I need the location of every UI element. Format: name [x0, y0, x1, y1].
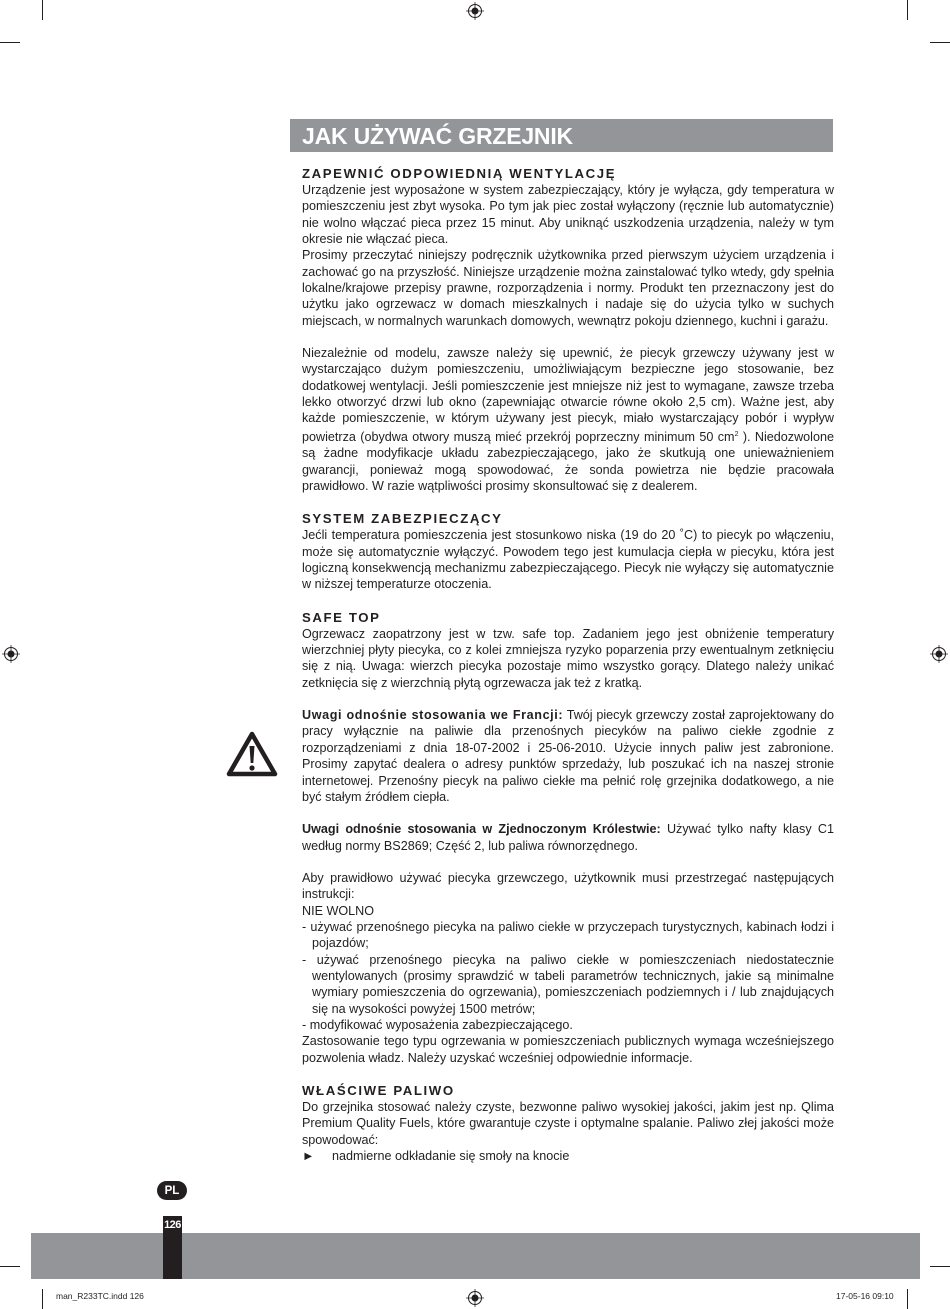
- crop-mark: [907, 0, 908, 20]
- registration-mark-icon: [930, 645, 948, 663]
- registration-mark-icon: [466, 2, 484, 20]
- uk-text: Używać tylko nafty klasy C1 według normy BS2869; Część 2, lub paliwa równorzędnego.: [302, 822, 834, 853]
- uk-lead: Uwagi odnośnie stosowania w Zjednoczonym Królestwie:: [302, 822, 661, 837]
- spacer: [302, 593, 834, 609]
- paragraph: Zastosowanie tego typu ogrzewania w pomieszczeniach publicznych wymaga wcześniejszego pozwolenia władz. Należy uzyskać wcześniej odpowiednie informacje.: [302, 1034, 834, 1065]
- spacer: [302, 854, 834, 870]
- spacer: [302, 329, 834, 345]
- paragraph: Prosimy przeczytać niniejszy podręcznik użytkownika przed pierwszym użyciem urządzenia i zachować go na przyszłość. Niniejsze urządzenie można zainstalować tylko wtedy, gdy spełnia lokalne/krajowe przepisy prawne, rozporządzenia i normy. Produkt ten przeznaczony jest do użytku jako ogrzewacz w domach mieszkalnych i nadaje się do użycia tylko w suchych miejscach, w normalnych warunkach domowych, wewnątrz pokoju dziennego, kuchni i garażu.: [302, 248, 834, 328]
- crop-mark: [42, 1289, 43, 1309]
- paragraph: Aby prawidłowo używać piecyka grzewczego, użytkownik musi przestrzegać następujących instrukcji:: [302, 870, 834, 902]
- arrow-bullet-icon: ►: [302, 1149, 315, 1164]
- spacer: [302, 1066, 834, 1082]
- main-content: [302, 165, 834, 1164]
- list-item: - modyfikować wyposażenia zabezpieczającego.: [302, 1017, 573, 1032]
- crop-mark: [930, 1266, 950, 1267]
- section-heading-safe-top: SAFE TOP: [302, 609, 381, 625]
- crop-mark: [930, 42, 950, 43]
- registration-mark-icon: [466, 1289, 484, 1307]
- crop-mark: [907, 1289, 908, 1309]
- france-lead: Uwagi odnośnie stosowania we Francji:: [302, 708, 564, 723]
- spacer: [302, 494, 834, 510]
- paragraph: Do grzejnika stosować należy czyste, bezwonne paliwo wysokiej jakości, jakim jest np. Qlima Premium Quality Fuels, które gwarantuje czyste i optymalne spalanie. Paliwo złej jakości może spowodować:: [302, 1100, 834, 1147]
- section-heading-ventilation: ZAPEWNIĆ ODPOWIEDNIĄ WENTYLACJĘ: [302, 166, 617, 181]
- section-heading-fuel: WŁAŚCIWE PALIWO: [302, 1083, 455, 1098]
- slug-file: man_R233TC.indd 126: [56, 1291, 144, 1301]
- section-heading-safety-system: SYSTEM ZABEZPIECZĄCY: [302, 511, 503, 527]
- paragraph-part: Niezależnie od modelu, zawsze należy się upewnić, że piecyk grzewczy używany jest w wystarczająco dużym pomieszczeniu, umożliwiającym bezpieczne jego stosowanie, bez dodatkowej wentylacji. Jeśli pomieszczenie jest mniejsze niż jest to wymagane, zawsze trzeba lekko otworzyć drzwi lub okno (zapewniając otwarcie równe około 2,5 cm). Ważne jest, aby każde pomieszczenie, w którym używany jest piecyk, miało wystarczający pobór i wypływ powietrza (obydwa otwory muszą mieć przekrój poprzeczny minimum 50 cm: [302, 346, 834, 444]
- list-item: - używać przenośnego piecyka na paliwo ciekłe w przyczepach turystycznych, kabinach łodzi i pojazdów;: [302, 919, 834, 951]
- page-title: JAK UŻYWAĆ GRZEJNIK: [290, 119, 833, 152]
- spacer: [302, 691, 834, 707]
- paragraph-uk: [302, 821, 834, 854]
- superscript: 2: [734, 430, 739, 438]
- paragraph-part: ). Niedozwolone są żadne modyfikacje układu zabezpieczającego, jako że skutkują one unieważnieniem gwarancji, ponieważ mogą spowodować, że sonda powietrza nie będzie pracowała prawidłowo. W razie wątpliwości prosimy skonsultować się z dealerem.: [302, 430, 834, 494]
- registration-mark-icon: [2, 645, 20, 663]
- paragraph-france: [302, 707, 834, 805]
- paragraph: Urządzenie jest wyposażone w system zabezpieczający, który je wyłącza, gdy temperatura w pomieszczeniu jest zbyt wysoka. Po tym jak piec został wyłączony (ręcznie lub automatycznie) nie wolno włączać pieca przez 15 minut. Aby uniknąć uszkodzenia urządzenia, należy w tym okresie nie włączać pieca.: [302, 183, 834, 247]
- crop-mark: [42, 0, 43, 20]
- language-badge: PL: [157, 1181, 187, 1200]
- paragraph: Ogrzewacz zaopatrzony jest w tzw. safe top. Zadaniem jego jest obniżenie temperatury wierzchniej płyty piecyka, co z kolei zmniejsza ryzyko poparzenia przy ewentualnym zetknięciu się z nią. Uwaga: wierzch piecyka pozostaje mimo wszystko gorący. Dlatego należy unikać zetknięcia się z wierzchnią płytą ogrzewacza jak też z kratką.: [302, 626, 834, 690]
- bullet-text: nadmierne odkładanie się smoły na knocie: [332, 1149, 570, 1164]
- france-text: Twój piecyk grzewczy został zaprojektowany do pracy wyłącznie na paliwie dla przenośnych piecyków na paliwo ciekłe zgodnie z rozporządzeniami z dnia 18-07-2002 i 25-06-2010. Użycie innych paliw jest zabronione. Prosimy zapytać dealera o adresy punktów sprzedaży, lub poszukać ich na naszej stronie internetowej. Przenośny piecyk na paliwo ciekłe ma pełnić rolę grzejnika dodatkowego, a nie być stałym źródłem ciepła.: [302, 708, 834, 804]
- warning-triangle-icon: [226, 731, 278, 777]
- slug-date: 17-05-16 09:10: [836, 1291, 894, 1301]
- bullet-item: [302, 1148, 834, 1164]
- page-number: 126: [164, 1219, 181, 1231]
- paragraph: [302, 345, 834, 494]
- list-item: - używać przenośnego piecyka na paliwo ciekłe w pomieszczeniach niedostatecznie wentylowanych (prosimy sprawdzić w tabeli parametrów technicznych, jakie są minimalne wymiary pomieszczenia do ogrzewania), pomieszczeniach podziemnych i / lub znajdujących się na wysokości powyżej 1500 metrów;: [302, 952, 834, 1016]
- crop-mark: [0, 1266, 20, 1267]
- spacer: [302, 805, 834, 821]
- paragraph: Jećli temperatura pomieszczenia jest stosunkowo niska (19 do 20 ˚C) to piecyk po włączeniu, może się automatycznie wyłączyć. Powodem tego jest kumulacja ciepła w piecyku, która jest logiczną konsekwencją mechanizmu zabezpieczającego. Piecyk nie wyłączy się automatycznie w niższej temperaturze otoczenia.: [302, 528, 834, 592]
- crop-mark: [0, 42, 20, 43]
- not-allowed-label: NIE WOLNO: [302, 903, 375, 918]
